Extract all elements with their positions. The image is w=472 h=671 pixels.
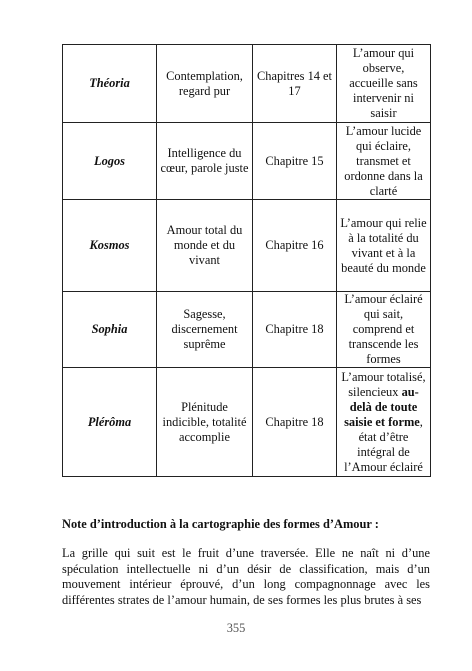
love-text-segment-bold: au-delà de toute saisie et forme [344, 384, 420, 429]
table-row [63, 123, 431, 200]
love-text-segment: L’amour lucide qui éclaire, transmet et ordonne dans la clarté [344, 123, 423, 198]
term-cell: Sophia [63, 292, 157, 368]
table-row [63, 45, 431, 123]
love-description-cell [337, 45, 431, 123]
meaning-cell: Plénitude indicible, totalité accomplie [157, 368, 253, 477]
love-text-segment: L’amour éclairé qui sait, comprend et transcende les formes [344, 292, 423, 366]
love-forms-table [62, 44, 431, 477]
love-description-cell [337, 368, 431, 477]
chapter-cell: Chapitre 15 [253, 123, 337, 200]
page-number: 355 [226, 621, 246, 635]
love-text-segment: L’amour totalisé, silencieux [341, 369, 426, 399]
meaning-cell: Intelligence du cœur, parole juste [157, 123, 253, 200]
note-heading: Note d’introduction à la cartographie des formes d’Amour : [62, 517, 379, 531]
love-description-cell [337, 123, 431, 200]
meaning-cell: Sagesse, discernement suprême [157, 292, 253, 368]
chapter-cell: Chapitre 18 [253, 292, 337, 368]
love-description-cell [337, 200, 431, 292]
love-text-segment: L’amour qui observe, accueille sans intervenir ni saisir [349, 46, 418, 120]
chapter-cell: Chapitres 14 et 17 [253, 45, 337, 123]
term-cell: Théoria [63, 45, 157, 123]
term-cell: Plérôma [63, 368, 157, 477]
meaning-cell: Contemplation, regard pur [157, 45, 253, 123]
chapter-cell: Chapitre 18 [253, 368, 337, 477]
meaning-cell: Amour total du monde et du vivant [157, 200, 253, 292]
term-cell: Kosmos [63, 200, 157, 292]
chapter-cell: Chapitre 16 [253, 200, 337, 292]
love-text-segment: L’amour qui relie à la totalité du vivant et à la beauté du monde [340, 215, 427, 275]
table-row [63, 292, 431, 368]
love-text-segment: , état d’être intégral de l’Amour éclairé [344, 414, 423, 474]
table-row [63, 200, 431, 292]
love-description-cell [337, 292, 431, 368]
term-cell: Logos [63, 123, 157, 200]
table-row [63, 368, 431, 477]
note-body: La grille qui suit est le fruit d’une traversée. Elle ne naît ni d’une spéculation intellectuelle ni d’un désir de classification, mais d’un mouvement intérieur éprouvé, d’un long compagnonnage avec les différentes strates de l’amour humain, de ses formes les plus brutes à ses [62, 546, 430, 607]
